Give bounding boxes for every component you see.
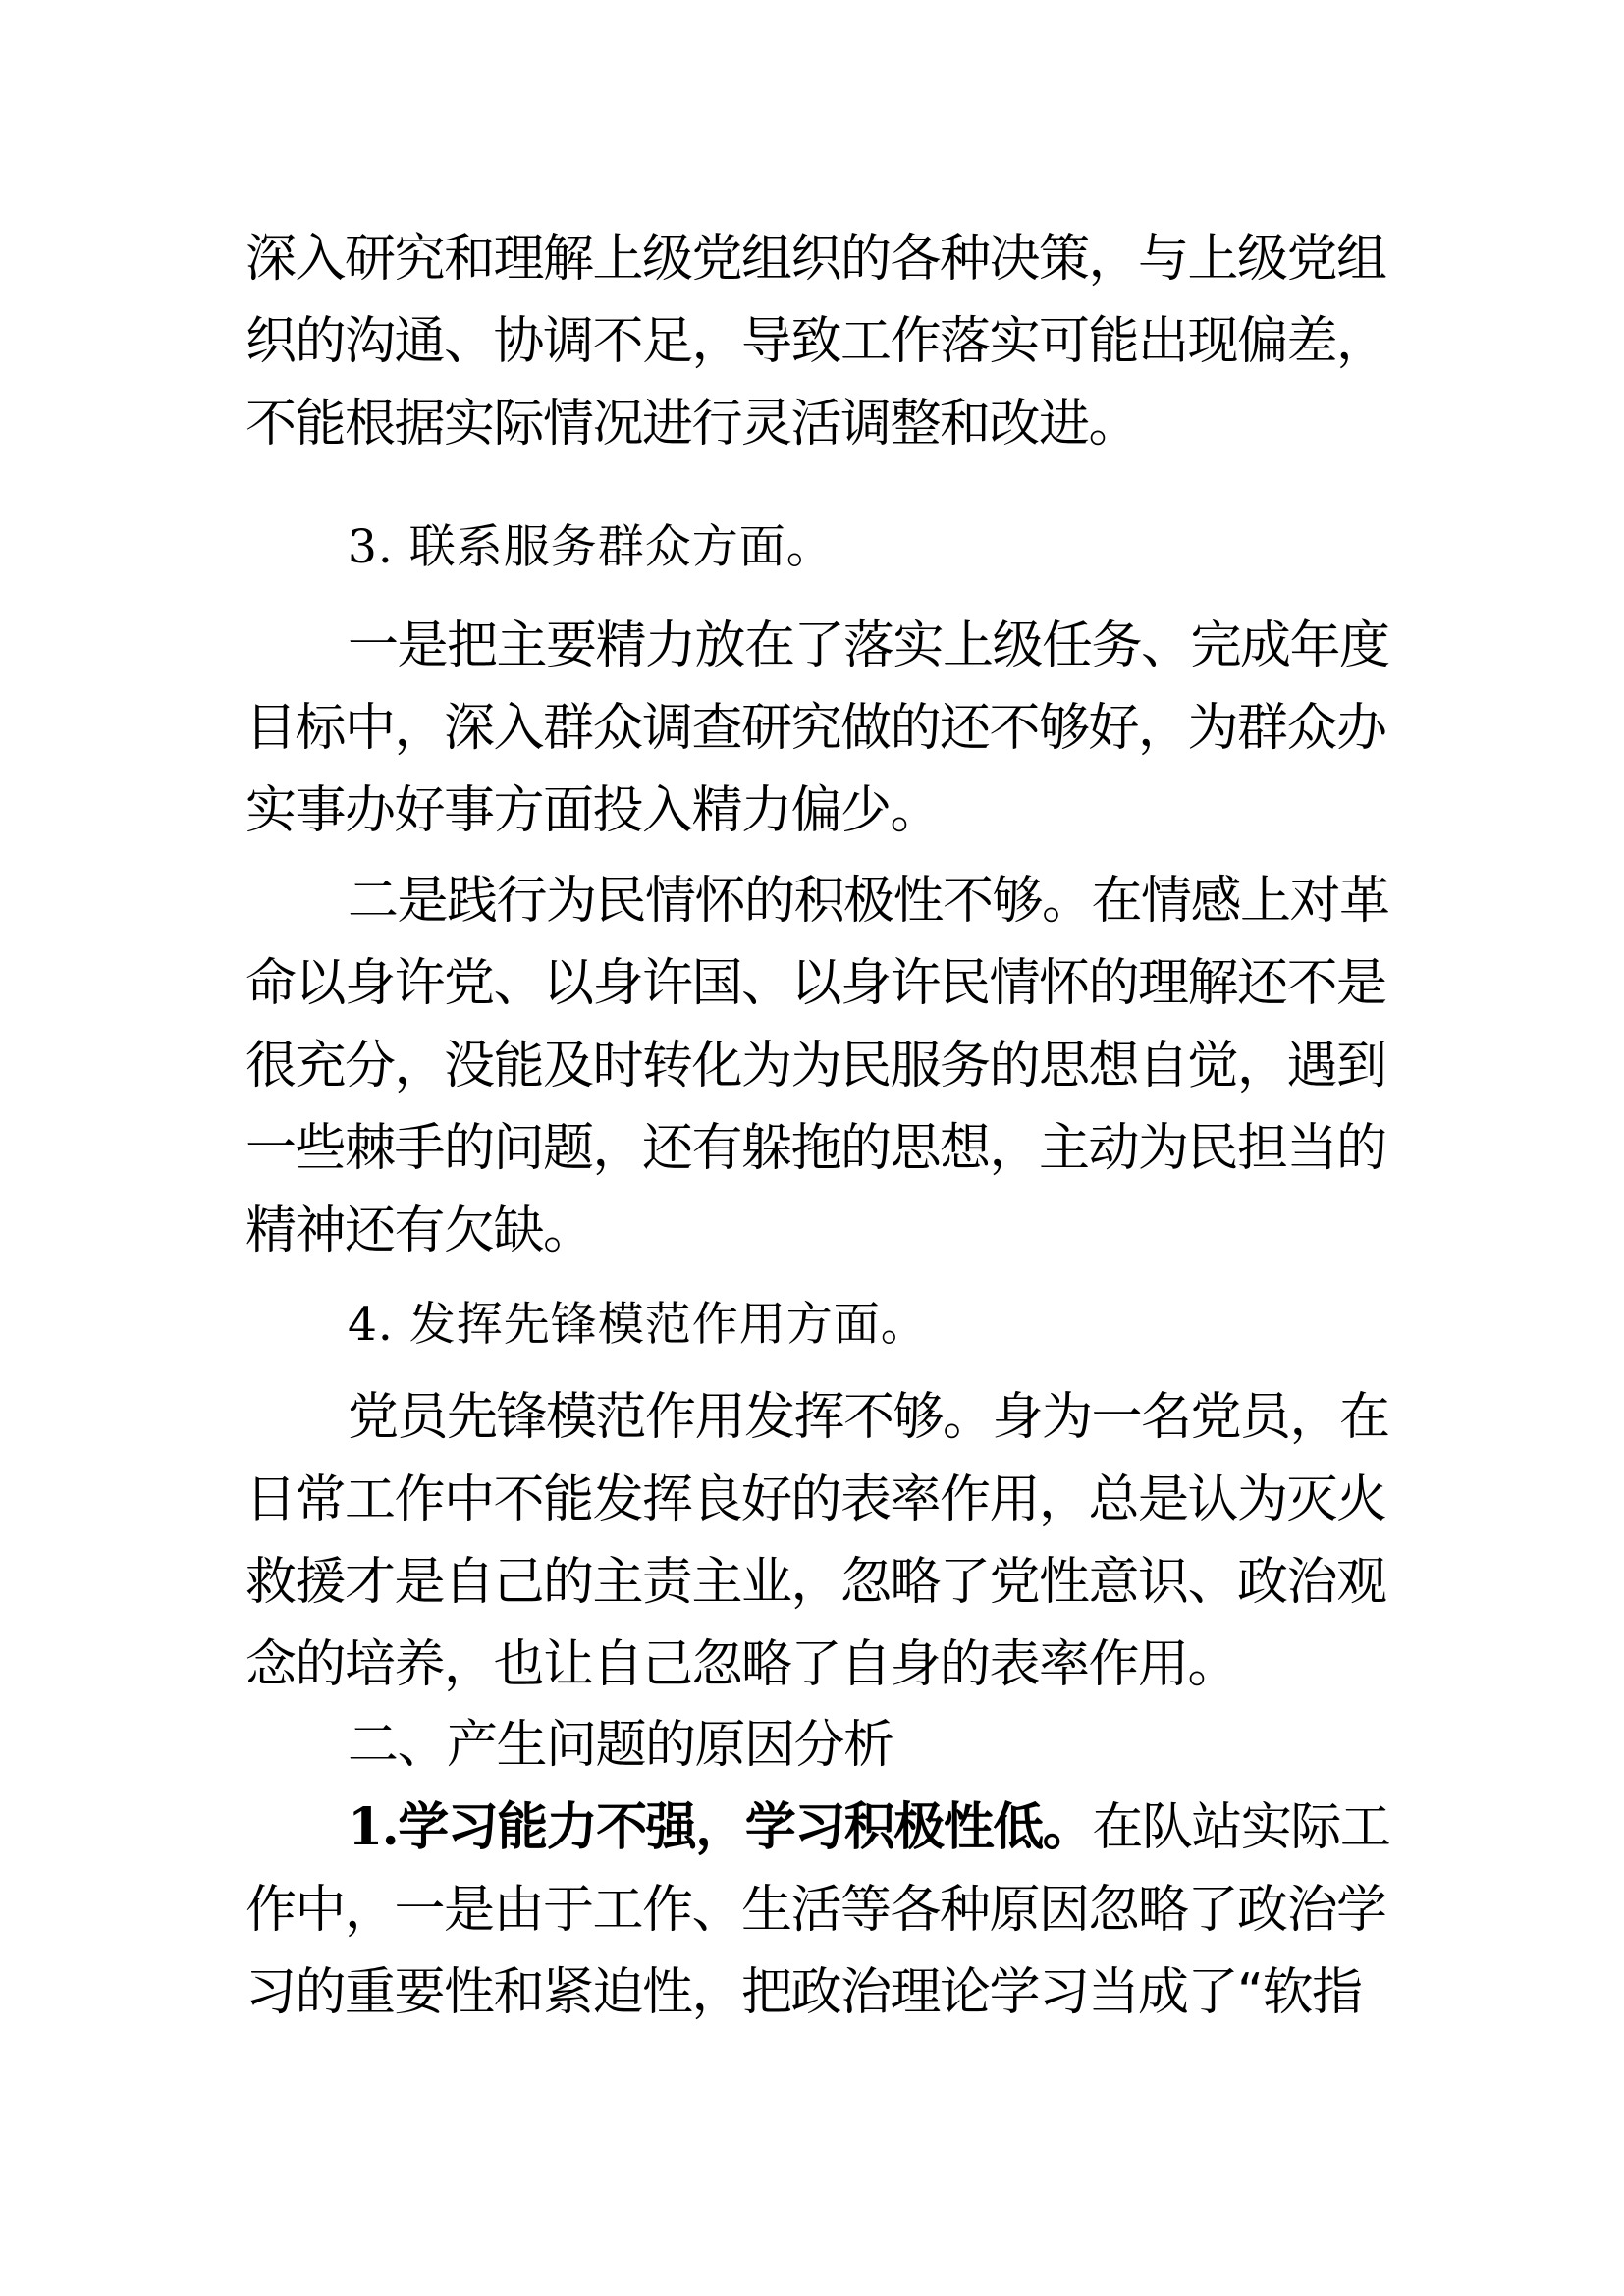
paragraph-text: 在队站实际工 bbox=[1092, 1798, 1390, 1857]
section-heading: 二、产生问题的原因分析 bbox=[348, 1716, 893, 1775]
paragraph-line: 实事办好事方面投入精力偏少。 bbox=[245, 781, 941, 840]
paragraph-line: 很充分，没能及时转化为为民服务的思想自觉，遇到 bbox=[245, 1037, 1386, 1095]
paragraph-line: 习的重要性和紧迫性，把政治理论学习当成了“软指 bbox=[245, 1963, 1362, 2022]
paragraph-line: 目标中，深入群众调查研究做的还不够好，为群众办 bbox=[245, 699, 1386, 758]
paragraph-line: 深入研究和理解上级党组织的各种决策，与上级党组 bbox=[245, 230, 1386, 289]
paragraph-line: 日常工作中不能发挥良好的表率作用，总是认为灭火 bbox=[245, 1470, 1386, 1529]
paragraph-line: 救援才是自己的主责主业，忽略了党性意识、政治观 bbox=[245, 1553, 1386, 1612]
subheading-4: 4. 发挥先锋模范作用方面。 bbox=[348, 1298, 928, 1352]
paragraph-line: 一是把主要精力放在了落实上级任务、完成年度 bbox=[348, 616, 1389, 675]
paragraph-line bbox=[348, 1789, 1389, 1867]
paragraph-line: 念的培养，也让自己忽略了自身的表率作用。 bbox=[245, 1635, 1238, 1694]
paragraph-line: 作中，一是由于工作、生活等各种原因忽略了政治学 bbox=[245, 1881, 1386, 1940]
subheading-3: 3. 联系服务群众方面。 bbox=[348, 520, 834, 574]
paragraph-line: 二是践行为民情怀的积极性不够。在情感上对革 bbox=[348, 872, 1389, 931]
paragraph-line: 精神还有欠缺。 bbox=[245, 1201, 593, 1260]
paragraph-line: 一些棘手的问题，还有躲拖的思想，主动为民担当的 bbox=[245, 1119, 1386, 1178]
item-number: 1. bbox=[348, 1797, 399, 1857]
paragraph-line: 不能根据实际情况进行灵活调整和改进。 bbox=[245, 395, 1139, 454]
paragraph-line: 党员先锋模范作用发挥不够。身为一名党员，在 bbox=[348, 1388, 1389, 1447]
paragraph-line: 织的沟通、协调不足，导致工作落实可能出现偏差， bbox=[245, 312, 1386, 371]
bold-lead: 学习能力不强，学习积极性低。 bbox=[398, 1798, 1093, 1857]
paragraph-line: 命以身许党、以身许国、以身许民情怀的理解还不是 bbox=[245, 954, 1386, 1013]
